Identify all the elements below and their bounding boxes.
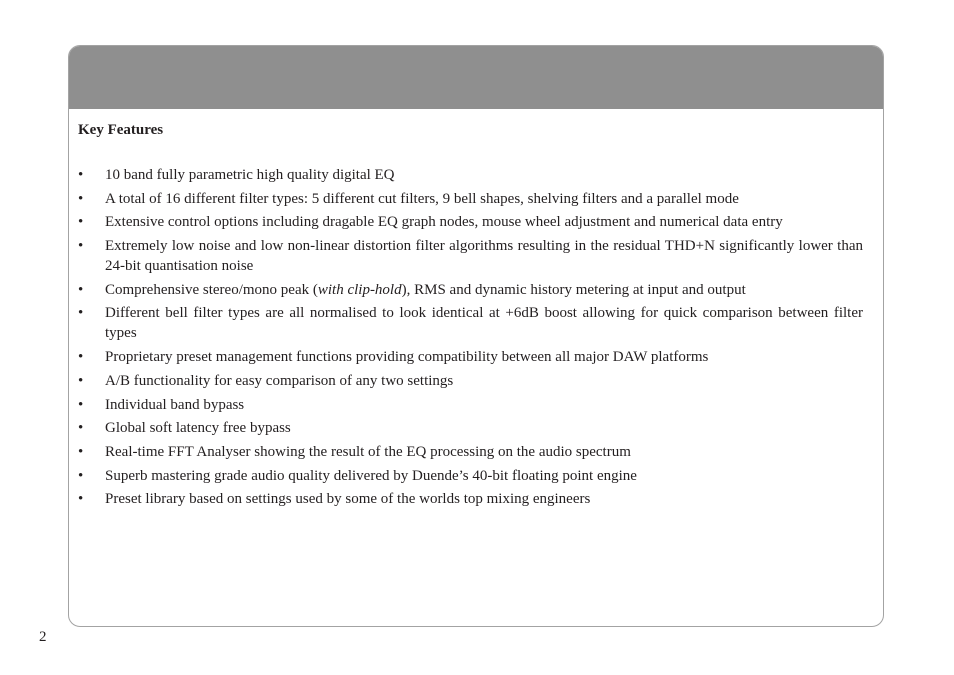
feature-text-emphasis: with clip-hold [317,281,402,298]
page-number: 2 [39,629,47,645]
feature-text: A total of 16 different filter types: 5 different cut filters, 9 bell shapes, shelving filters and a parallel mode [105,190,739,207]
feature-item [78,236,863,276]
bullet-icon: • [78,491,84,508]
feature-text: Preset library based on settings used by some of the worlds top mixing engineers [105,491,591,508]
bullet-icon: • [78,190,84,207]
feature-item [78,395,863,415]
feature-text: Global soft latency free bypass [105,420,291,437]
section-heading: Key Features [78,122,164,138]
bullet-icon: • [78,372,84,389]
feature-item [78,347,863,367]
feature-text: Extremely low noise and low non-linear distortion filter algorithms resulting in the residual THD+N significantly lower than 24-bit quantisation noise [105,238,863,275]
bullet-icon: • [78,167,84,183]
feature-item [78,489,863,509]
bullet-icon: • [78,420,84,437]
feature-item [78,280,863,300]
feature-text: Real-time FFT Analyser showing the result of the EQ processing on the audio spectrum [105,443,631,460]
feature-item [78,418,863,438]
feature-item [78,442,863,462]
bullet-icon: • [78,214,84,231]
feature-text: 10 band fully parametric high quality digital EQ [105,167,395,183]
feature-text: Different bell filter types are all normalised to look identical at +6dB boost allowing for quick comparison between filter types [105,305,863,342]
bullet-icon: • [78,443,84,460]
feature-item [78,303,863,343]
bullet-icon: • [78,467,84,484]
bullet-icon: • [78,305,84,322]
panel-body [78,120,863,513]
feature-text-before: Comprehensive stereo/mono peak ( [105,281,318,298]
feature-item [78,466,863,486]
feature-text: Superb mastering grade audio quality delivered by Duende’s 40-bit floating point engine [105,467,637,484]
feature-item [78,189,863,209]
feature-text: A/B functionality for easy comparison of any two settings [105,372,454,389]
feature-item [78,212,863,232]
feature-text: Proprietary preset management functions providing compatibility between all major DAW platforms [105,349,709,366]
bullet-icon: • [78,349,84,366]
feature-item [78,165,863,185]
key-features-panel [68,45,884,627]
feature-text: Individual band bypass [105,396,245,413]
feature-item [78,371,863,391]
feature-list [78,165,863,509]
panel-header-bar [69,46,883,109]
bullet-icon: • [78,281,84,298]
bullet-icon: • [78,238,84,255]
feature-text-after: ), RMS and dynamic history metering at input and output [401,281,746,298]
feature-text: Extensive control options including dragable EQ graph nodes, mouse wheel adjustment and numerical data entry [105,214,783,231]
bullet-icon: • [78,396,84,413]
